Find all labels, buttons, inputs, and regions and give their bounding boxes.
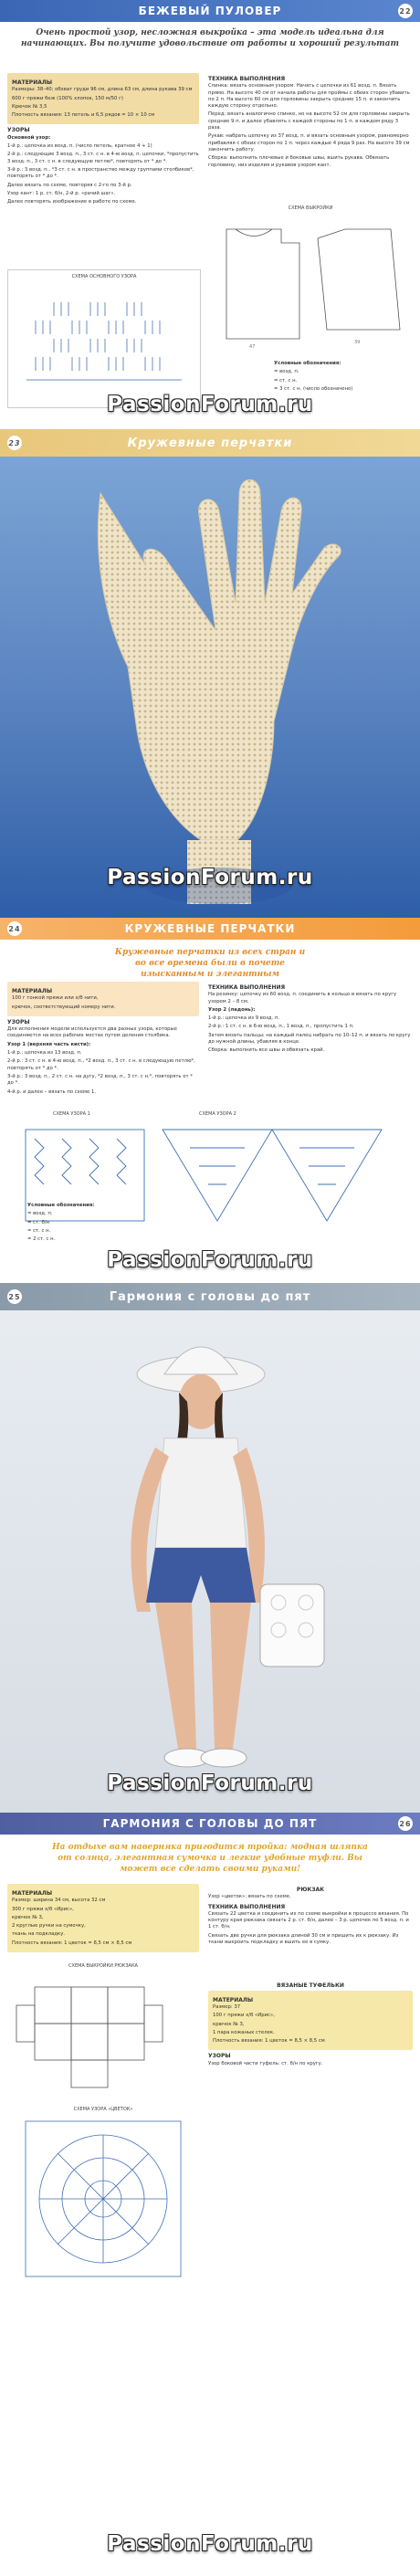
legend-title: Условные обозначения: — [27, 1203, 95, 1208]
watermark: PassionForum.ru — [107, 1772, 313, 1795]
tech-line: Рукав: набрать цепочку из 37 возд. п. и вязать основным узором, равномерно прибавляя с обеих сторон по 1 п. через каждые 4 ряда 9 раз. На высоте 39 см закончить работу. — [208, 133, 410, 152]
materials-heading: МАТЕРИАЛЫ — [12, 988, 53, 994]
page-number: 22 — [398, 4, 413, 18]
density-line: Плотность вязания: 1 цветок = 8,5 см × 8,5 см — [12, 1940, 132, 1946]
slippers-material-line: крючок № 3, — [213, 2021, 245, 2027]
tech-line: На резинку: цепочку из 60 возд. п. соединить в кольцо и вязать по кругу узором 2 – 8 см. — [208, 992, 397, 1004]
materials-heading: МАТЕРИАЛЫ — [12, 79, 53, 86]
left-column — [7, 982, 199, 1098]
watermark: PassionForum.ru — [107, 2532, 313, 2556]
page-harmony-text — [0, 1813, 420, 2576]
page-title: БЕЖЕВЫЙ ПУЛОВЕР — [138, 5, 282, 17]
slippers-material-line: 1 пара кожаных стелек. — [213, 2029, 275, 2035]
pattern-line: Узор 1 (верхняя часть кисти): — [7, 1041, 91, 1047]
patterns-heading: УЗОРЫ — [208, 2053, 231, 2060]
page-title: КРУЖЕВНЫЕ ПЕРЧАТКИ — [124, 922, 296, 935]
page-header — [0, 1283, 420, 1310]
tech-line: 1-й р.: цепочка из 9 возд. п. — [208, 1015, 280, 1022]
glove-photo — [0, 457, 420, 918]
bag-heading: РЮКЗАК — [296, 1887, 325, 1893]
pattern-line: 1-й р.: цепочка из возд. п. (число петель, кратное 4 + 1) — [7, 143, 152, 150]
tech-line: 2-й р.: 1 ст. с н. в 6-ю возд. п., 1 возд. п., пропустить 1 п. — [208, 1024, 354, 1030]
patterns-text: Узор боковой части туфель: ст. б/н по кругу. — [208, 2060, 323, 2066]
patterns-heading: УЗОРЫ — [7, 1018, 30, 1025]
tech-line: Связать две ручки для рюкзака длиной 30 см и пришить их к рюкзаку. Из ткани выкроить подкладку и вшить ее в сумку. — [208, 1932, 399, 1946]
bag-scheme-drawing — [7, 1969, 199, 2097]
material-line: Размеры: 38–40; обхват груди 96 см, длина 63 см, длина рукава 39 см — [12, 87, 193, 93]
material-line: ткань на подкладку. — [12, 1931, 66, 1938]
page-header — [0, 1813, 420, 1835]
left-column — [7, 73, 199, 207]
flower-scheme — [7, 2107, 199, 2298]
right-column — [208, 1884, 413, 2069]
page-title: ГАРМОНИЯ С ГОЛОВЫ ДО ПЯТ — [102, 1817, 318, 1830]
intro-text: На отдыхе вам наверняка пригодится тройка: модная шляпка от солнца, элегантная сумочка и легкие удобные туфли. Вы может все сделать своими руками! — [52, 1843, 368, 1874]
materials-box — [7, 73, 199, 124]
pattern-line: 2-й р.: 3 ст. с н. в 4-ю возд. п., *2 возд. п., 3 ст. с н. в следующую петлю*, повторять от * до *. — [7, 1058, 195, 1071]
pattern-line: 3-й р.: 3 возд. п., 2 ст. с н. на дугу, *2 возд. п., 3 ст. с н.*, повторять от * до *. — [7, 1073, 193, 1087]
pattern-line: 3-й р.: 3 возд. п., *3 ст. с н. в пространство между группами столбиков*, повторять от * до *. — [7, 166, 194, 180]
stitch-chart — [8, 279, 200, 398]
main-pattern-diagram — [7, 269, 201, 408]
material-line: Крючок № 3,5 — [12, 103, 47, 110]
slippers-materials-box — [208, 1991, 413, 2051]
tech-line: Связать 22 цветка и соединить их по схеме выкройки в процессе вязания. По контуру края рюкзака связать 2 р. ст. б/н, далее – 3 р. цепочек по 5 возд. п. и 1 ст. б/н. — [208, 1910, 409, 1930]
tech-line: Сборка: выполнить все швы и обвязать край. — [208, 1047, 325, 1054]
material-line: крючок, соответствующий номеру нити. — [12, 1004, 116, 1010]
watermark: PassionForum.ru — [107, 1248, 313, 1272]
slippers-material-line: Размер: 37 — [213, 2003, 241, 2010]
material-line: Размер: ширина 34 см, высота 32 см — [12, 1898, 106, 1904]
page-lace-gloves-text — [0, 918, 420, 1283]
page-title: Гармония с головы до пят — [109, 1289, 311, 1304]
legend-item: = ст. с н. — [274, 377, 298, 384]
tech-line: Спинка: вязать основным узором. Начать с цепочки из 61 возд. п. Вязать прямо. На высоте 40 см от начала работы для проймы с обеих сторон убавить по 2 п. На высоте 60 см для горловины закрыть средние 15 п. и закончить каждую сторону отдельно. — [208, 83, 410, 110]
flower-drawing — [7, 2112, 199, 2295]
tech-line: Узор 2 (ладонь): — [208, 1006, 256, 1013]
materials-heading: МАТЕРИАЛЫ — [12, 1890, 53, 1897]
pattern-line: Далее вязать по схеме, повторяя с 2-го по 3-й р. — [7, 182, 132, 188]
material-line: 600 г пряжи беж (100% хлопок, 150 м/50 г) — [12, 95, 123, 101]
pattern-line: Для исполнения модели используется два разных узора, которые соединяются на всех рабочих местах путем деления столбика. — [7, 1026, 177, 1039]
page-header — [0, 0, 420, 22]
main-pattern-label: Основной узор: — [7, 134, 51, 141]
bag-pattern: Узор «цветок»: вязать по схеме. — [208, 1894, 291, 1900]
page-number: 23 — [7, 436, 22, 450]
legend-item: = 3 ст. с н. (число обозначено) — [274, 385, 353, 392]
pattern-line: 2-й р.: следующие 3 возд. п., 3 ст. с н. в 4-ю возд. п. цепочки, *пропустить 3 возд. п., 3 ст. с н. в следующую петлю*, повторять от * до *. — [7, 152, 199, 164]
pattern-line: Узор кант: 1 р. ст. б/н, 2-й р. «рачий шаг». — [7, 190, 116, 196]
tech-heading: ТЕХНИКА ВЫПОЛНЕНИЯ — [208, 1903, 286, 1910]
left-column — [7, 1884, 199, 1952]
page-harmony-photo — [0, 1283, 420, 1813]
slippers-materials-heading: МАТЕРИАЛЫ — [213, 1996, 254, 2003]
material-line: 2 круглые ручки на сумочку, — [12, 1923, 86, 1929]
intro-text: Очень простой узор, несложная выкройка – эта модель идеальна для начинающих. Вы получите удовольствие от работы и хороший результат — [20, 28, 400, 48]
tech-line: Сборка: выполнить плечевые и боковые швы, вшить рукава. Обвязать горловину, низ изделия и рукавов узором кант. — [208, 155, 390, 168]
pattern-line: 1-й р.: цепочка из 13 возд. п. — [7, 1050, 82, 1057]
diagram1-title: СХЕМА УЗОРА 1 — [53, 1111, 90, 1117]
density-line: Плотность вязания: 13 петель и 6,5 рядов = 10 × 10 см — [12, 112, 155, 119]
page-header — [0, 918, 420, 940]
tech-heading: ТЕХНИКА ВЫПОЛНЕНИЯ — [208, 984, 286, 991]
pattern-line: Далее повторять изображение в работе по схеме. — [7, 199, 137, 205]
materials-box — [7, 982, 199, 1016]
bag-scheme — [7, 1963, 199, 2100]
schematic-drawing — [208, 211, 413, 357]
materials-box — [7, 1884, 199, 1952]
legend-item: = возд. п. — [27, 1211, 53, 1217]
scheme-title: СХЕМА ВЫКРОЙКИ РЮКЗАКА — [68, 1963, 138, 1969]
right-column — [208, 982, 413, 1057]
right-column — [208, 73, 413, 171]
material-line: 300 г пряжи х/б «Ирис», — [12, 1906, 74, 1912]
legend-item: = ст. с н. — [27, 1227, 51, 1234]
legend-title: Условные обозначения: — [274, 361, 341, 366]
model-photo — [0, 1310, 420, 1813]
material-line: 100 г тонкой пряжи или х/б нити, — [12, 995, 99, 1002]
schematic-title: СХЕМА ВЫКРОЙКИ — [288, 205, 333, 211]
page-number: 24 — [7, 921, 22, 936]
tech-line: Затем вязать пальцы: на каждый палец набрать по 10–12 п. и вязать по кругу до нужной длины, убавляя в конце. — [208, 1032, 411, 1046]
slippers-material-line: 100 г пряжи х/б «Ирис», — [213, 2013, 275, 2019]
tech-line: Перед: вязать аналогично спинке, но на высоте 52 см для горловины закрыть средние 9 п. и далее убавлять с каждой стороны по 1 п. в каждом ряду 3 раза. — [208, 111, 410, 131]
material-line: крючок № 3, — [12, 1914, 44, 1920]
slippers-heading: ВЯЗАНЫЕ ТУФЕЛЬКИ — [277, 1982, 344, 1990]
page-title: Кружевные перчатки — [127, 436, 293, 450]
page-header — [0, 429, 420, 457]
diagram2-title: СХЕМА УЗОРА 2 — [199, 1111, 236, 1117]
page-number: 25 — [7, 1289, 22, 1304]
legend-item: = возд. п. — [274, 369, 299, 375]
pattern-line: 4-й р. и далее – вязать по схеме 1. — [7, 1088, 97, 1095]
legend-item: = 2 ст. с н. — [27, 1236, 56, 1243]
pattern-schematic — [208, 205, 413, 361]
flower-title: СХЕМА УЗОРА «ЦВЕТОК» — [73, 2107, 133, 2112]
svg-text:39: 39 — [354, 340, 361, 345]
legend — [27, 1203, 164, 1245]
watermark: PassionForum.ru — [107, 393, 313, 416]
svg-text:47: 47 — [249, 344, 256, 350]
diagram-title: СХЕМА ОСНОВНОГО УЗОРА — [71, 274, 137, 279]
page-beige-pullover — [0, 0, 420, 429]
intro-text: Кружевные перчатки из всех стран и во все времена были в почете изысканным и элегантным — [114, 948, 306, 979]
slippers-density: Плотность вязания: 1 цветок = 8,5 × 8,5 см — [213, 2038, 325, 2045]
page-lace-gloves-photo — [0, 429, 420, 918]
legend-item: = ст. б/н — [27, 1219, 50, 1225]
legend — [274, 361, 411, 394]
tech-heading: ТЕХНИКА ВЫПОЛНЕНИЯ — [208, 76, 286, 82]
page-number: 26 — [398, 1816, 413, 1831]
patterns-heading: УЗОРЫ — [7, 127, 30, 134]
watermark: PassionForum.ru — [107, 866, 313, 889]
